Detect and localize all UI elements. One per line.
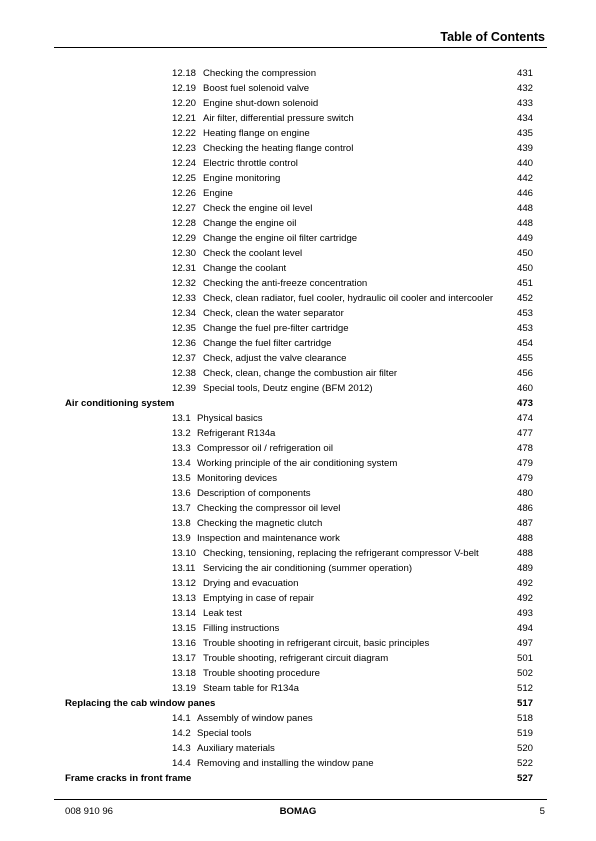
brand-name: BOMAG (279, 806, 317, 817)
toc-entry-number: 13.5 (172, 473, 191, 484)
toc-page-number: 518 (516, 713, 533, 724)
toc-entry-title: Steam table for R134a (203, 683, 299, 694)
toc-page-number: 527 (516, 773, 533, 784)
toc-page-number: 435 (516, 128, 533, 139)
toc-entry-number: 13.9 (172, 533, 191, 544)
toc-entry[interactable] (0, 516, 596, 531)
toc-entry[interactable] (0, 171, 596, 186)
toc-chapter[interactable] (0, 771, 596, 786)
toc-entry-number: 12.25 (172, 173, 197, 184)
toc-entry-number: 12.26 (172, 188, 197, 199)
toc-entry-number: 13.12 (172, 578, 197, 589)
toc-entry[interactable] (0, 246, 596, 261)
toc-entry-title: Drying and evacuation (203, 578, 299, 589)
toc-entry[interactable] (0, 681, 596, 696)
toc-entry-number: 13.19 (172, 683, 197, 694)
toc-entry-title: Checking the heating flange control (203, 143, 354, 154)
toc-entry-title: Description of components (197, 488, 311, 499)
toc-page-number: 453 (516, 323, 533, 334)
toc-page-number: 522 (516, 758, 533, 769)
toc-entry-title: Electric throttle control (203, 158, 298, 169)
toc-page-number: 449 (516, 233, 533, 244)
toc-entry[interactable] (0, 486, 596, 501)
toc-page-number: 477 (516, 428, 533, 439)
toc-entry-number: 12.29 (172, 233, 197, 244)
toc-entry-number: 12.30 (172, 248, 197, 259)
toc-entry-number: 13.3 (172, 443, 191, 454)
toc-entry-number: 12.22 (172, 128, 197, 139)
toc-entry-title: Removing and installing the window pane (197, 758, 374, 769)
toc-entry-number: 13.16 (172, 638, 197, 649)
toc-entry-number: 14.2 (172, 728, 191, 739)
toc-page-number: 460 (516, 383, 533, 394)
toc-entry[interactable] (0, 201, 596, 216)
toc-entry-title: Filling instructions (203, 623, 280, 634)
toc-entry-title: Change the engine oil (203, 218, 297, 229)
toc-page-number: 473 (516, 398, 533, 409)
toc-entry[interactable] (0, 471, 596, 486)
toc-entry[interactable] (0, 336, 596, 351)
toc-entry-number: 13.6 (172, 488, 191, 499)
toc-page-number: 442 (516, 173, 533, 184)
toc-entry[interactable] (0, 606, 596, 621)
toc-entry-title: Check the engine oil level (203, 203, 313, 214)
toc-entry[interactable] (0, 366, 596, 381)
toc-page-number: 487 (516, 518, 533, 529)
toc-entry[interactable] (0, 456, 596, 471)
toc-entry[interactable] (0, 351, 596, 366)
toc-entry-title: Air filter, differential pressure switch (203, 113, 354, 124)
toc-entry-title: Heating flange on engine (203, 128, 310, 139)
toc-entry-title: Trouble shooting procedure (203, 668, 320, 679)
toc-page-number: 492 (516, 593, 533, 604)
toc-entry[interactable] (0, 126, 596, 141)
toc-entry-number: 13.2 (172, 428, 191, 439)
toc-entry-number: 12.27 (172, 203, 197, 214)
toc-entry-title: Leak test (203, 608, 242, 619)
toc-entry-number: 12.31 (172, 263, 197, 274)
toc-page-number: 450 (516, 263, 533, 274)
toc-page-number: 453 (516, 308, 533, 319)
toc-entry-number: 12.18 (172, 68, 197, 79)
toc-entry[interactable] (0, 81, 596, 96)
toc-entry-number: 12.33 (172, 293, 197, 304)
toc-page-number: 480 (516, 488, 533, 499)
toc-entry[interactable] (0, 111, 596, 126)
toc-page-number: 446 (516, 188, 533, 199)
toc-entry[interactable] (0, 591, 596, 606)
toc-chapter[interactable] (0, 696, 596, 711)
toc-page-number: 502 (516, 668, 533, 679)
toc-entry-title: Check, clean, change the combustion air filter (203, 368, 398, 379)
toc-page-number: 433 (516, 98, 533, 109)
toc-entry[interactable] (0, 756, 596, 771)
page-title: Table of Contents (440, 30, 545, 44)
toc-page-number: 434 (516, 113, 533, 124)
toc-page-number: 478 (516, 443, 533, 454)
toc-entry[interactable] (0, 561, 596, 576)
toc-page-number: 519 (516, 728, 533, 739)
toc-entry[interactable] (0, 441, 596, 456)
toc-entry[interactable] (0, 66, 596, 81)
toc-entry[interactable] (0, 306, 596, 321)
toc-entry[interactable] (0, 576, 596, 591)
toc-entry-title: Change the fuel pre-filter cartridge (203, 323, 349, 334)
toc-entry-title: Engine monitoring (203, 173, 281, 184)
toc-entry-number: 13.10 (172, 548, 197, 559)
toc-page-number: 479 (516, 473, 533, 484)
toc-page-number: 474 (516, 413, 533, 424)
toc-entry-number: 13.8 (172, 518, 191, 529)
toc-entry[interactable] (0, 381, 596, 396)
toc-entry-number: 14.4 (172, 758, 191, 769)
toc-page-number: 456 (516, 368, 533, 379)
toc-entry-title: Checking, tensioning, replacing the refrigerant compressor V-belt (203, 548, 479, 559)
toc-entry-title: Emptying in case of repair (203, 593, 314, 604)
toc-entry[interactable] (0, 726, 596, 741)
toc-page-number: 488 (516, 548, 533, 559)
toc-entry[interactable] (0, 156, 596, 171)
toc-entry-number: 12.34 (172, 308, 197, 319)
toc-entry[interactable] (0, 231, 596, 246)
toc-entry-title: Monitoring devices (197, 473, 277, 484)
toc-entry-number: 13.1 (172, 413, 191, 424)
toc-entry[interactable] (0, 276, 596, 291)
toc-entry-number: 12.38 (172, 368, 197, 379)
toc-page-number: 486 (516, 503, 533, 514)
toc-entry[interactable] (0, 651, 596, 666)
toc-entry-title: Special tools, Deutz engine (BFM 2012) (203, 383, 373, 394)
toc-entry-number: 12.20 (172, 98, 197, 109)
toc-entry-title: Special tools (197, 728, 252, 739)
toc-chapter-title: Frame cracks in front frame (65, 773, 192, 784)
document-number: 008 910 96 (65, 806, 114, 817)
toc-entry-number: 13.14 (172, 608, 197, 619)
toc-entry[interactable] (0, 186, 596, 201)
toc-entry[interactable] (0, 546, 596, 561)
toc-entry-number: 12.37 (172, 353, 197, 364)
toc-entry-number: 14.3 (172, 743, 191, 754)
toc-entry-title: Change the engine oil filter cartridge (203, 233, 358, 244)
toc-entry[interactable] (0, 141, 596, 156)
toc-entry-number: 13.18 (172, 668, 197, 679)
toc-entry-number: 13.15 (172, 623, 197, 634)
page-number: 5 (539, 806, 545, 817)
toc-entry-number: 13.4 (172, 458, 191, 469)
table-of-contents (0, 66, 596, 786)
toc-entry-number: 12.36 (172, 338, 197, 349)
footer-divider (54, 799, 547, 800)
toc-entry[interactable] (0, 711, 596, 726)
toc-entry-title: Compressor oil / refrigeration oil (197, 443, 333, 454)
toc-entry[interactable] (0, 96, 596, 111)
toc-entry[interactable] (0, 291, 596, 306)
toc-entry-number: 14.1 (172, 713, 191, 724)
toc-entry-number: 13.11 (172, 563, 196, 574)
toc-page-number: 455 (516, 353, 533, 364)
toc-entry-title: Checking the anti-freeze concentration (203, 278, 368, 289)
toc-entry-title: Working principle of the air conditioning system (197, 458, 398, 469)
toc-entry[interactable] (0, 741, 596, 756)
toc-entry-number: 12.19 (172, 83, 197, 94)
toc-entry-title: Auxiliary materials (197, 743, 275, 754)
toc-page-number: 440 (516, 158, 533, 169)
toc-page-number: 479 (516, 458, 533, 469)
toc-page-number: 432 (516, 83, 533, 94)
toc-entry-number: 13.7 (172, 503, 191, 514)
toc-page-number: 497 (516, 638, 533, 649)
toc-entry-title: Engine (203, 188, 233, 199)
toc-page-number: 492 (516, 578, 533, 589)
toc-page-number: 451 (516, 278, 533, 289)
toc-entry-title: Inspection and maintenance work (197, 533, 340, 544)
toc-page-number: 439 (516, 143, 533, 154)
toc-entry-number: 12.23 (172, 143, 197, 154)
toc-entry-number: 12.39 (172, 383, 197, 394)
toc-entry-number: 13.13 (172, 593, 197, 604)
toc-entry-title: Change the fuel filter cartridge (203, 338, 332, 349)
toc-page-number: 448 (516, 203, 533, 214)
toc-entry-title: Trouble shooting in refrigerant circuit, basic principles (203, 638, 430, 649)
toc-entry-title: Refrigerant R134a (197, 428, 276, 439)
toc-entry-number: 12.32 (172, 278, 197, 289)
toc-entry[interactable] (0, 411, 596, 426)
toc-page-number: 454 (516, 338, 533, 349)
toc-page-number: 517 (516, 698, 533, 709)
toc-page-number: 452 (516, 293, 533, 304)
toc-entry-number: 12.35 (172, 323, 197, 334)
toc-entry[interactable] (0, 216, 596, 231)
toc-page-number: 512 (516, 683, 533, 694)
header-divider (54, 47, 547, 48)
toc-entry[interactable] (0, 621, 596, 636)
toc-entry-title: Trouble shooting, refrigerant circuit diagram (203, 653, 389, 664)
toc-entry[interactable] (0, 636, 596, 651)
toc-page-number: 520 (516, 743, 533, 754)
toc-entry-title: Check, clean the water separator (203, 308, 344, 319)
toc-entry-title: Checking the magnetic clutch (197, 518, 323, 529)
toc-entry[interactable] (0, 501, 596, 516)
toc-entry[interactable] (0, 426, 596, 441)
toc-page-number: 448 (516, 218, 533, 229)
toc-entry-title: Checking the compression (203, 68, 317, 79)
toc-page-number: 431 (516, 68, 533, 79)
toc-page-number: 501 (516, 653, 533, 664)
toc-page-number: 450 (516, 248, 533, 259)
toc-entry-title: Physical basics (197, 413, 263, 424)
toc-chapter[interactable] (0, 396, 596, 411)
toc-entry-title: Check, clean radiator, fuel cooler, hydraulic oil cooler and intercooler (203, 293, 494, 304)
toc-entry[interactable] (0, 531, 596, 546)
toc-page-number: 494 (516, 623, 533, 634)
toc-chapter-title: Air conditioning system (65, 398, 175, 409)
toc-entry-number: 12.28 (172, 218, 197, 229)
toc-entry[interactable] (0, 261, 596, 276)
toc-entry[interactable] (0, 321, 596, 336)
toc-entry-title: Checking the compressor oil level (197, 503, 341, 514)
toc-entry-number: 12.21 (172, 113, 197, 124)
toc-entry-title: Change the coolant (203, 263, 287, 274)
toc-page-number: 493 (516, 608, 533, 619)
toc-entry[interactable] (0, 666, 596, 681)
toc-page-number: 488 (516, 533, 533, 544)
toc-entry-title: Check, adjust the valve clearance (203, 353, 347, 364)
toc-entry-title: Assembly of window panes (197, 713, 313, 724)
toc-entry-title: Boost fuel solenoid valve (203, 83, 310, 94)
toc-entry-title: Engine shut-down solenoid (203, 98, 319, 109)
toc-entry-title: Servicing the air conditioning (summer operation) (203, 563, 413, 574)
toc-entry-title: Check the coolant level (203, 248, 303, 259)
toc-chapter-title: Replacing the cab window panes (65, 698, 216, 709)
toc-entry-number: 12.24 (172, 158, 197, 169)
toc-entry-number: 13.17 (172, 653, 197, 664)
toc-page-number: 489 (516, 563, 533, 574)
